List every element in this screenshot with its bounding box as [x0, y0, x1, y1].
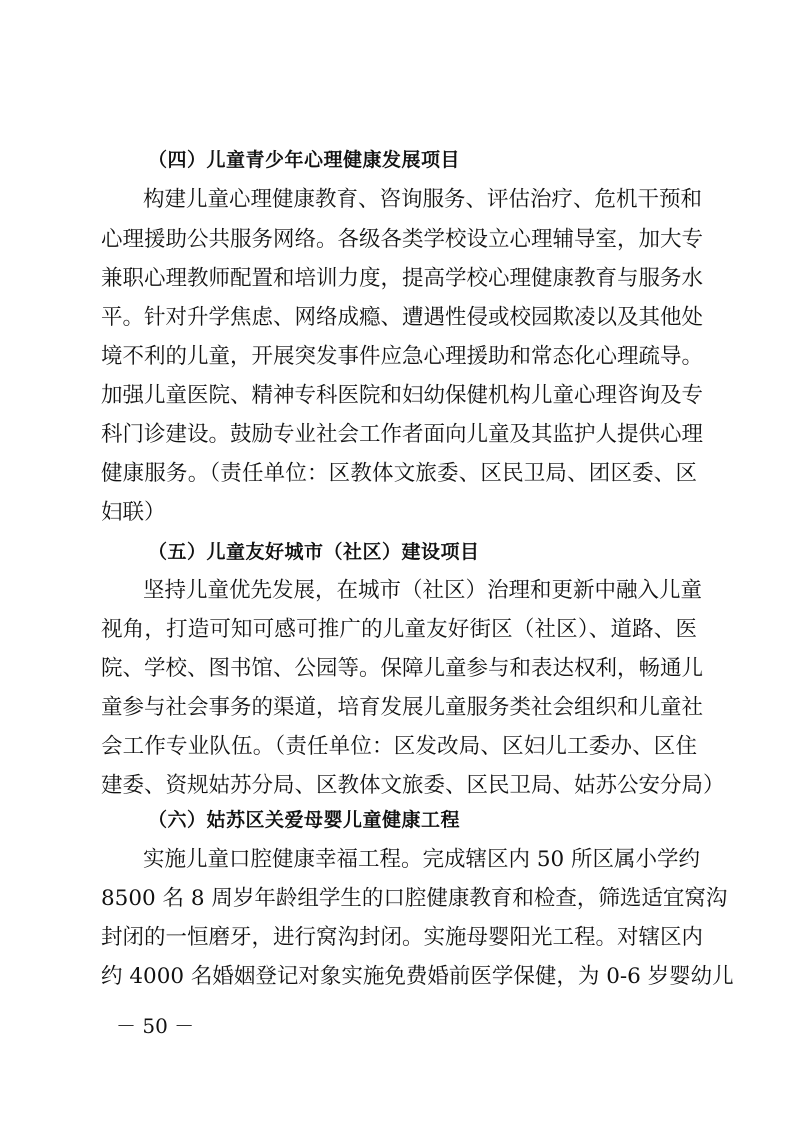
section-4-line-3: 兼职心理教师配置和培训力度，提高学校心理健康教育与服务水: [101, 266, 704, 291]
section-4-line-8: 健康服务。（责任单位：区教体文旅委、区民卫局、团区委、区: [101, 461, 697, 486]
section-6-line-1: 实施儿童口腔健康幸福工程。完成辖区内 50 所区属小学约: [143, 847, 701, 872]
section-6-line-2: 8500 名 8 周岁年龄组学生的口腔健康教育和检查，筛选适宜窝沟: [101, 886, 728, 911]
section-4-heading: （四）儿童青少年心理健康发展项目: [148, 149, 461, 171]
section-4-line-2: 心理援助公共服务网络。各级各类学校设立心理辅导室，加大专: [101, 227, 704, 252]
page-number: － 50 －: [116, 1014, 195, 1038]
section-6-line-3: 封闭的一恒磨牙，进行窝沟封闭。实施母婴阳光工程。对辖区内: [101, 925, 704, 950]
section-4-line-4: 平。针对升学焦虑、网络成瘾、遭遇性侵或校园欺凌以及其他处: [101, 305, 704, 330]
section-5-heading: （五）儿童友好城市（社区）建设项目: [148, 541, 480, 563]
section-4-line-7: 科门诊建设。鼓励专业社会工作者面向儿童及其监护人提供心理: [101, 422, 704, 447]
section-4-line-9: 妇联）: [101, 500, 166, 525]
section-6-heading: （六）姑苏区关爱母婴儿童健康工程: [148, 809, 461, 831]
section-4-line-6: 加强儿童医院、精神专科医院和妇幼保健机构儿童心理咨询及专: [101, 383, 704, 408]
section-4-line-1: 构建儿童心理健康教育、咨询服务、评估治疗、危机干预和: [143, 187, 703, 212]
section-6-line-4: 约 4000 名婚姻登记对象实施免费婚前医学保健，为 0-6 岁婴幼儿: [101, 964, 734, 989]
section-5-line-6: 建委、资规姑苏分局、区教体文旅委、区民卫局、姑苏公安分局）: [101, 773, 725, 798]
section-5-line-5: 会工作专业队伍。（责任单位：区发改局、区妇儿工委办、区住: [101, 734, 697, 759]
section-4-line-5: 境不利的儿童，开展突发事件应急心理援助和常态化心理疏导。: [101, 344, 704, 369]
section-5-line-3: 院、学校、图书馆、公园等。保障儿童参与和表达权利，畅通儿: [101, 656, 704, 681]
section-5-line-1: 坚持儿童优先发展，在城市（社区）治理和更新中融入儿童: [143, 578, 703, 603]
section-5-line-4: 童参与社会事务的渠道，培育发展儿童服务类社会组织和儿童社: [101, 695, 704, 720]
section-5-line-2: 视角，打造可知可感可推广的儿童友好街区（社区）、道路、医: [101, 617, 697, 642]
